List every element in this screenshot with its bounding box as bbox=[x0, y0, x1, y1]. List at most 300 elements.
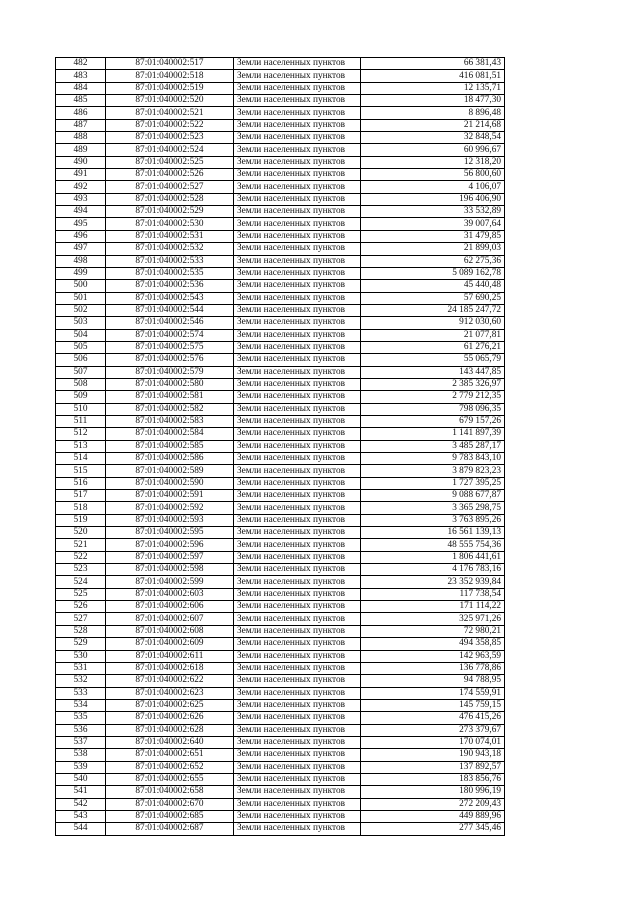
table-row bbox=[56, 329, 505, 341]
cadastral-number-cell: 87:01:040002:536 bbox=[106, 280, 234, 292]
cadastral-number-cell: 87:01:040002:586 bbox=[106, 453, 234, 465]
cadastral-value-cell: 1 806 441,61 bbox=[361, 551, 505, 563]
row-number-cell: 543 bbox=[56, 810, 106, 822]
table-row bbox=[56, 724, 505, 736]
cadastral-number-cell: 87:01:040002:608 bbox=[106, 625, 234, 637]
land-category-cell: Земли населенных пунктов bbox=[234, 564, 361, 576]
land-category-cell: Земли населенных пунктов bbox=[234, 613, 361, 625]
table-row bbox=[56, 514, 505, 526]
row-number-cell: 502 bbox=[56, 304, 106, 316]
land-category-cell: Земли населенных пунктов bbox=[234, 773, 361, 785]
cadastral-value-cell: 12 318,20 bbox=[361, 156, 505, 168]
land-category-cell: Земли населенных пунктов bbox=[234, 82, 361, 94]
land-category-cell: Земли населенных пунктов bbox=[234, 798, 361, 810]
cadastral-number-cell: 87:01:040002:591 bbox=[106, 490, 234, 502]
row-number-cell: 530 bbox=[56, 650, 106, 662]
cadastral-value-cell: 16 561 139,13 bbox=[361, 527, 505, 539]
row-number-cell: 529 bbox=[56, 638, 106, 650]
row-number-cell: 508 bbox=[56, 378, 106, 390]
land-category-cell: Земли населенных пунктов bbox=[234, 601, 361, 613]
row-number-cell: 490 bbox=[56, 156, 106, 168]
cadastral-value-cell: 1 141 897,39 bbox=[361, 428, 505, 440]
table-row bbox=[56, 378, 505, 390]
table-row bbox=[56, 107, 505, 119]
table-row bbox=[56, 638, 505, 650]
cadastral-value-cell: 12 135,71 bbox=[361, 82, 505, 94]
cadastral-value-cell: 56 800,60 bbox=[361, 169, 505, 181]
cadastral-value-cell: 31 479,85 bbox=[361, 230, 505, 242]
cadastral-value-cell: 272 209,43 bbox=[361, 798, 505, 810]
cadastral-value-cell: 273 379,67 bbox=[361, 724, 505, 736]
cadastral-number-cell: 87:01:040002:532 bbox=[106, 243, 234, 255]
land-category-cell: Земли населенных пунктов bbox=[234, 70, 361, 82]
cadastral-value-cell: 117 738,54 bbox=[361, 588, 505, 600]
row-number-cell: 512 bbox=[56, 428, 106, 440]
land-category-cell: Земли населенных пунктов bbox=[234, 588, 361, 600]
cadastral-value-cell: 494 358,85 bbox=[361, 638, 505, 650]
row-number-cell: 544 bbox=[56, 823, 106, 835]
row-number-cell: 487 bbox=[56, 119, 106, 131]
cadastral-value-cell: 57 690,25 bbox=[361, 292, 505, 304]
table-row bbox=[56, 749, 505, 761]
row-number-cell: 521 bbox=[56, 539, 106, 551]
land-category-cell: Земли населенных пунктов bbox=[234, 354, 361, 366]
cadastral-number-cell: 87:01:040002:524 bbox=[106, 144, 234, 156]
land-category-cell: Земли населенных пунктов bbox=[234, 539, 361, 551]
row-number-cell: 493 bbox=[56, 193, 106, 205]
table-row bbox=[56, 403, 505, 415]
cadastral-value-cell: 45 440,48 bbox=[361, 280, 505, 292]
table-row bbox=[56, 675, 505, 687]
land-category-cell: Земли населенных пунктов bbox=[234, 527, 361, 539]
land-category-cell: Земли населенных пунктов bbox=[234, 551, 361, 563]
row-number-cell: 485 bbox=[56, 95, 106, 107]
cadastral-value-cell: 9 783 843,10 bbox=[361, 453, 505, 465]
land-category-cell: Земли населенных пунктов bbox=[234, 317, 361, 329]
table-row bbox=[56, 193, 505, 205]
row-number-cell: 491 bbox=[56, 169, 106, 181]
row-number-cell: 534 bbox=[56, 699, 106, 711]
cadastral-number-cell: 87:01:040002:579 bbox=[106, 366, 234, 378]
land-category-cell: Земли населенных пунктов bbox=[234, 181, 361, 193]
cadastral-number-cell: 87:01:040002:618 bbox=[106, 662, 234, 674]
row-number-cell: 522 bbox=[56, 551, 106, 563]
cadastral-value-cell: 196 406,90 bbox=[361, 193, 505, 205]
row-number-cell: 518 bbox=[56, 502, 106, 514]
table-row bbox=[56, 761, 505, 773]
cadastral-value-cell: 32 848,54 bbox=[361, 132, 505, 144]
cadastral-value-cell: 55 065,79 bbox=[361, 354, 505, 366]
land-category-cell: Земли населенных пунктов bbox=[234, 119, 361, 131]
row-number-cell: 498 bbox=[56, 255, 106, 267]
cadastral-number-cell: 87:01:040002:581 bbox=[106, 391, 234, 403]
cadastral-value-cell: 449 889,96 bbox=[361, 810, 505, 822]
cadastral-number-cell: 87:01:040002:622 bbox=[106, 675, 234, 687]
row-number-cell: 501 bbox=[56, 292, 106, 304]
cadastral-value-cell: 183 856,76 bbox=[361, 773, 505, 785]
row-number-cell: 513 bbox=[56, 440, 106, 452]
table-row bbox=[56, 144, 505, 156]
row-number-cell: 536 bbox=[56, 724, 106, 736]
cadastral-number-cell: 87:01:040002:519 bbox=[106, 82, 234, 94]
cadastral-value-cell: 61 276,21 bbox=[361, 341, 505, 353]
land-category-cell: Земли населенных пунктов bbox=[234, 576, 361, 588]
table-row bbox=[56, 539, 505, 551]
land-category-cell: Земли населенных пунктов bbox=[234, 193, 361, 205]
table-row bbox=[56, 786, 505, 798]
table-row bbox=[56, 366, 505, 378]
cadastral-value-cell: 143 447,85 bbox=[361, 366, 505, 378]
row-number-cell: 499 bbox=[56, 267, 106, 279]
cadastral-value-cell: 39 007,64 bbox=[361, 218, 505, 230]
table-row bbox=[56, 415, 505, 427]
cadastral-value-cell: 21 214,68 bbox=[361, 119, 505, 131]
cadastral-number-cell: 87:01:040002:520 bbox=[106, 95, 234, 107]
land-category-cell: Земли населенных пунктов bbox=[234, 329, 361, 341]
row-number-cell: 496 bbox=[56, 230, 106, 242]
land-category-cell: Земли населенных пунктов bbox=[234, 255, 361, 267]
cadastral-value-cell: 3 879 823,23 bbox=[361, 465, 505, 477]
table-row bbox=[56, 613, 505, 625]
cadastral-number-cell: 87:01:040002:599 bbox=[106, 576, 234, 588]
cadastral-value-cell: 798 096,35 bbox=[361, 403, 505, 415]
row-number-cell: 526 bbox=[56, 601, 106, 613]
cadastral-number-cell: 87:01:040002:543 bbox=[106, 292, 234, 304]
cadastral-value-cell: 325 971,26 bbox=[361, 613, 505, 625]
land-category-cell: Земли населенных пунктов bbox=[234, 366, 361, 378]
row-number-cell: 542 bbox=[56, 798, 106, 810]
table-row bbox=[56, 773, 505, 785]
row-number-cell: 523 bbox=[56, 564, 106, 576]
cadastral-number-cell: 87:01:040002:655 bbox=[106, 773, 234, 785]
cadastral-number-cell: 87:01:040002:658 bbox=[106, 786, 234, 798]
cadastral-value-cell: 171 114,22 bbox=[361, 601, 505, 613]
land-category-cell: Земли населенных пунктов bbox=[234, 230, 361, 242]
land-category-cell: Земли населенных пунктов bbox=[234, 144, 361, 156]
row-number-cell: 495 bbox=[56, 218, 106, 230]
cadastral-number-cell: 87:01:040002:584 bbox=[106, 428, 234, 440]
cadastral-number-cell: 87:01:040002:585 bbox=[106, 440, 234, 452]
land-category-cell: Земли населенных пунктов bbox=[234, 699, 361, 711]
cadastral-number-cell: 87:01:040002:522 bbox=[106, 119, 234, 131]
land-category-cell: Земли населенных пунктов bbox=[234, 58, 361, 70]
cadastral-number-cell: 87:01:040002:583 bbox=[106, 415, 234, 427]
land-category-cell: Земли населенных пунктов bbox=[234, 477, 361, 489]
land-category-cell: Земли населенных пунктов bbox=[234, 761, 361, 773]
cadastral-number-cell: 87:01:040002:626 bbox=[106, 712, 234, 724]
land-category-cell: Земли населенных пунктов bbox=[234, 415, 361, 427]
table-row bbox=[56, 132, 505, 144]
row-number-cell: 483 bbox=[56, 70, 106, 82]
cadastral-value-cell: 2 385 326,97 bbox=[361, 378, 505, 390]
row-number-cell: 488 bbox=[56, 132, 106, 144]
row-number-cell: 497 bbox=[56, 243, 106, 255]
cadastral-value-cell: 4 106,07 bbox=[361, 181, 505, 193]
land-category-cell: Земли населенных пунктов bbox=[234, 206, 361, 218]
cadastral-number-cell: 87:01:040002:670 bbox=[106, 798, 234, 810]
cadastral-value-cell: 21 077,81 bbox=[361, 329, 505, 341]
table-row bbox=[56, 230, 505, 242]
cadastral-number-cell: 87:01:040002:609 bbox=[106, 638, 234, 650]
table-row bbox=[56, 292, 505, 304]
cadastral-number-cell: 87:01:040002:529 bbox=[106, 206, 234, 218]
cadastral-number-cell: 87:01:040002:606 bbox=[106, 601, 234, 613]
cadastral-number-cell: 87:01:040002:526 bbox=[106, 169, 234, 181]
row-number-cell: 515 bbox=[56, 465, 106, 477]
cadastral-value-cell: 277 345,46 bbox=[361, 823, 505, 835]
row-number-cell: 507 bbox=[56, 366, 106, 378]
table-row bbox=[56, 58, 505, 70]
cadastral-value-cell: 912 030,60 bbox=[361, 317, 505, 329]
cadastral-value-cell: 62 275,36 bbox=[361, 255, 505, 267]
cadastral-number-cell: 87:01:040002:530 bbox=[106, 218, 234, 230]
row-number-cell: 504 bbox=[56, 329, 106, 341]
table-row bbox=[56, 625, 505, 637]
table-row bbox=[56, 354, 505, 366]
table-row bbox=[56, 650, 505, 662]
row-number-cell: 525 bbox=[56, 588, 106, 600]
table-row bbox=[56, 576, 505, 588]
cadastral-value-cell: 142 963,59 bbox=[361, 650, 505, 662]
cadastral-value-cell: 145 759,15 bbox=[361, 699, 505, 711]
cadastral-number-cell: 87:01:040002:535 bbox=[106, 267, 234, 279]
row-number-cell: 510 bbox=[56, 403, 106, 415]
row-number-cell: 486 bbox=[56, 107, 106, 119]
cadastral-value-cell: 23 352 939,84 bbox=[361, 576, 505, 588]
cadastral-number-cell: 87:01:040002:628 bbox=[106, 724, 234, 736]
row-number-cell: 505 bbox=[56, 341, 106, 353]
cadastral-value-cell: 190 943,18 bbox=[361, 749, 505, 761]
cadastral-value-cell: 60 996,67 bbox=[361, 144, 505, 156]
land-category-cell: Земли населенных пунктов bbox=[234, 280, 361, 292]
table-row bbox=[56, 502, 505, 514]
table-row bbox=[56, 712, 505, 724]
cadastral-value-cell: 18 477,30 bbox=[361, 95, 505, 107]
land-category-cell: Земли населенных пунктов bbox=[234, 378, 361, 390]
land-category-cell: Земли населенных пунктов bbox=[234, 465, 361, 477]
cadastral-value-cell: 8 896,48 bbox=[361, 107, 505, 119]
cadastral-value-cell: 66 381,43 bbox=[361, 58, 505, 70]
cadastral-number-cell: 87:01:040002:598 bbox=[106, 564, 234, 576]
land-category-cell: Земли населенных пунктов bbox=[234, 810, 361, 822]
cadastral-value-cell: 3 485 287,17 bbox=[361, 440, 505, 452]
land-category-cell: Земли населенных пунктов bbox=[234, 218, 361, 230]
cadastral-number-cell: 87:01:040002:592 bbox=[106, 502, 234, 514]
cadastral-value-cell: 24 185 247,72 bbox=[361, 304, 505, 316]
cadastral-value-cell: 21 899,03 bbox=[361, 243, 505, 255]
row-number-cell: 500 bbox=[56, 280, 106, 292]
table-row bbox=[56, 551, 505, 563]
cadastral-number-cell: 87:01:040002:525 bbox=[106, 156, 234, 168]
cadastral-number-cell: 87:01:040002:580 bbox=[106, 378, 234, 390]
cadastral-number-cell: 87:01:040002:517 bbox=[106, 58, 234, 70]
cadastral-number-cell: 87:01:040002:640 bbox=[106, 736, 234, 748]
land-category-cell: Земли населенных пунктов bbox=[234, 823, 361, 835]
cadastral-value-cell: 3 763 895,26 bbox=[361, 514, 505, 526]
cadastral-number-cell: 87:01:040002:576 bbox=[106, 354, 234, 366]
row-number-cell: 516 bbox=[56, 477, 106, 489]
table-row bbox=[56, 687, 505, 699]
cadastral-number-cell: 87:01:040002:590 bbox=[106, 477, 234, 489]
table-row bbox=[56, 169, 505, 181]
table-row bbox=[56, 490, 505, 502]
row-number-cell: 494 bbox=[56, 206, 106, 218]
cadastral-value-cell: 94 788,95 bbox=[361, 675, 505, 687]
table-row bbox=[56, 699, 505, 711]
row-number-cell: 514 bbox=[56, 453, 106, 465]
land-category-cell: Земли населенных пунктов bbox=[234, 169, 361, 181]
cadastral-value-cell: 416 081,51 bbox=[361, 70, 505, 82]
land-category-cell: Земли населенных пунктов bbox=[234, 786, 361, 798]
table-row bbox=[56, 218, 505, 230]
land-category-cell: Земли населенных пунктов bbox=[234, 95, 361, 107]
cadastral-number-cell: 87:01:040002:523 bbox=[106, 132, 234, 144]
row-number-cell: 533 bbox=[56, 687, 106, 699]
row-number-cell: 535 bbox=[56, 712, 106, 724]
cadastral-number-cell: 87:01:040002:589 bbox=[106, 465, 234, 477]
cadastral-value-cell: 5 089 162,78 bbox=[361, 267, 505, 279]
table-row bbox=[56, 823, 505, 835]
table-row bbox=[56, 156, 505, 168]
table-row bbox=[56, 119, 505, 131]
land-category-cell: Земли населенных пунктов bbox=[234, 662, 361, 674]
table-body bbox=[56, 58, 505, 836]
row-number-cell: 506 bbox=[56, 354, 106, 366]
land-category-cell: Земли населенных пунктов bbox=[234, 132, 361, 144]
row-number-cell: 482 bbox=[56, 58, 106, 70]
cadastral-value-table bbox=[55, 57, 505, 836]
land-category-cell: Земли населенных пунктов bbox=[234, 107, 361, 119]
cadastral-value-cell: 48 555 754,36 bbox=[361, 539, 505, 551]
row-number-cell: 503 bbox=[56, 317, 106, 329]
cadastral-number-cell: 87:01:040002:518 bbox=[106, 70, 234, 82]
cadastral-number-cell: 87:01:040002:582 bbox=[106, 403, 234, 415]
row-number-cell: 484 bbox=[56, 82, 106, 94]
row-number-cell: 532 bbox=[56, 675, 106, 687]
row-number-cell: 527 bbox=[56, 613, 106, 625]
cadastral-value-cell: 72 980,21 bbox=[361, 625, 505, 637]
land-category-cell: Земли населенных пунктов bbox=[234, 638, 361, 650]
cadastral-value-cell: 136 778,86 bbox=[361, 662, 505, 674]
land-category-cell: Земли населенных пунктов bbox=[234, 687, 361, 699]
row-number-cell: 540 bbox=[56, 773, 106, 785]
cadastral-value-cell: 1 727 395,25 bbox=[361, 477, 505, 489]
land-category-cell: Земли населенных пунктов bbox=[234, 749, 361, 761]
table-row bbox=[56, 181, 505, 193]
land-category-cell: Земли населенных пунктов bbox=[234, 514, 361, 526]
cadastral-number-cell: 87:01:040002:575 bbox=[106, 341, 234, 353]
land-category-cell: Земли населенных пунктов bbox=[234, 391, 361, 403]
row-number-cell: 509 bbox=[56, 391, 106, 403]
row-number-cell: 531 bbox=[56, 662, 106, 674]
table-row bbox=[56, 95, 505, 107]
land-category-cell: Земли населенных пунктов bbox=[234, 156, 361, 168]
cadastral-number-cell: 87:01:040002:527 bbox=[106, 181, 234, 193]
cadastral-number-cell: 87:01:040002:625 bbox=[106, 699, 234, 711]
table-row bbox=[56, 601, 505, 613]
cadastral-number-cell: 87:01:040002:652 bbox=[106, 761, 234, 773]
cadastral-value-cell: 170 074,01 bbox=[361, 736, 505, 748]
cadastral-value-cell: 679 157,26 bbox=[361, 415, 505, 427]
cadastral-number-cell: 87:01:040002:603 bbox=[106, 588, 234, 600]
land-category-cell: Земли населенных пунктов bbox=[234, 440, 361, 452]
row-number-cell: 539 bbox=[56, 761, 106, 773]
land-category-cell: Земли населенных пунктов bbox=[234, 304, 361, 316]
cadastral-number-cell: 87:01:040002:544 bbox=[106, 304, 234, 316]
cadastral-number-cell: 87:01:040002:611 bbox=[106, 650, 234, 662]
cadastral-number-cell: 87:01:040002:623 bbox=[106, 687, 234, 699]
cadastral-number-cell: 87:01:040002:593 bbox=[106, 514, 234, 526]
table-row bbox=[56, 477, 505, 489]
cadastral-number-cell: 87:01:040002:597 bbox=[106, 551, 234, 563]
land-category-cell: Земли населенных пунктов bbox=[234, 502, 361, 514]
land-category-cell: Земли населенных пунктов bbox=[234, 453, 361, 465]
table-row bbox=[56, 564, 505, 576]
cadastral-value-cell: 476 415,26 bbox=[361, 712, 505, 724]
cadastral-number-cell: 87:01:040002:687 bbox=[106, 823, 234, 835]
row-number-cell: 537 bbox=[56, 736, 106, 748]
table-row bbox=[56, 527, 505, 539]
table-row bbox=[56, 662, 505, 674]
land-category-cell: Земли населенных пунктов bbox=[234, 675, 361, 687]
table-row bbox=[56, 736, 505, 748]
row-number-cell: 541 bbox=[56, 786, 106, 798]
row-number-cell: 517 bbox=[56, 490, 106, 502]
cadastral-number-cell: 87:01:040002:546 bbox=[106, 317, 234, 329]
table-row bbox=[56, 465, 505, 477]
land-category-cell: Земли населенных пунктов bbox=[234, 650, 361, 662]
land-category-cell: Земли населенных пунктов bbox=[234, 341, 361, 353]
land-category-cell: Земли населенных пунктов bbox=[234, 736, 361, 748]
cadastral-value-cell: 137 892,57 bbox=[361, 761, 505, 773]
land-category-cell: Земли населенных пунктов bbox=[234, 243, 361, 255]
table-row bbox=[56, 341, 505, 353]
row-number-cell: 492 bbox=[56, 181, 106, 193]
cadastral-number-cell: 87:01:040002:595 bbox=[106, 527, 234, 539]
cadastral-number-cell: 87:01:040002:521 bbox=[106, 107, 234, 119]
row-number-cell: 519 bbox=[56, 514, 106, 526]
cadastral-value-cell: 180 996,19 bbox=[361, 786, 505, 798]
cadastral-number-cell: 87:01:040002:596 bbox=[106, 539, 234, 551]
table-row bbox=[56, 206, 505, 218]
cadastral-number-cell: 87:01:040002:528 bbox=[106, 193, 234, 205]
cadastral-number-cell: 87:01:040002:531 bbox=[106, 230, 234, 242]
table-row bbox=[56, 428, 505, 440]
table-row bbox=[56, 798, 505, 810]
table-row bbox=[56, 317, 505, 329]
cadastral-value-cell: 33 532,89 bbox=[361, 206, 505, 218]
land-category-cell: Земли населенных пунктов bbox=[234, 267, 361, 279]
land-category-cell: Земли населенных пунктов bbox=[234, 712, 361, 724]
table-row bbox=[56, 70, 505, 82]
row-number-cell: 538 bbox=[56, 749, 106, 761]
table-row bbox=[56, 267, 505, 279]
cadastral-value-cell: 174 559,91 bbox=[361, 687, 505, 699]
land-category-cell: Земли населенных пунктов bbox=[234, 490, 361, 502]
cadastral-value-cell: 2 779 212,35 bbox=[361, 391, 505, 403]
land-category-cell: Земли населенных пунктов bbox=[234, 428, 361, 440]
cadastral-value-cell: 4 176 783,16 bbox=[361, 564, 505, 576]
cadastral-value-cell: 9 088 677,87 bbox=[361, 490, 505, 502]
table-row bbox=[56, 440, 505, 452]
land-category-cell: Земли населенных пунктов bbox=[234, 724, 361, 736]
row-number-cell: 520 bbox=[56, 527, 106, 539]
table-row bbox=[56, 588, 505, 600]
row-number-cell: 524 bbox=[56, 576, 106, 588]
row-number-cell: 511 bbox=[56, 415, 106, 427]
table-row bbox=[56, 810, 505, 822]
land-category-cell: Земли населенных пунктов bbox=[234, 403, 361, 415]
